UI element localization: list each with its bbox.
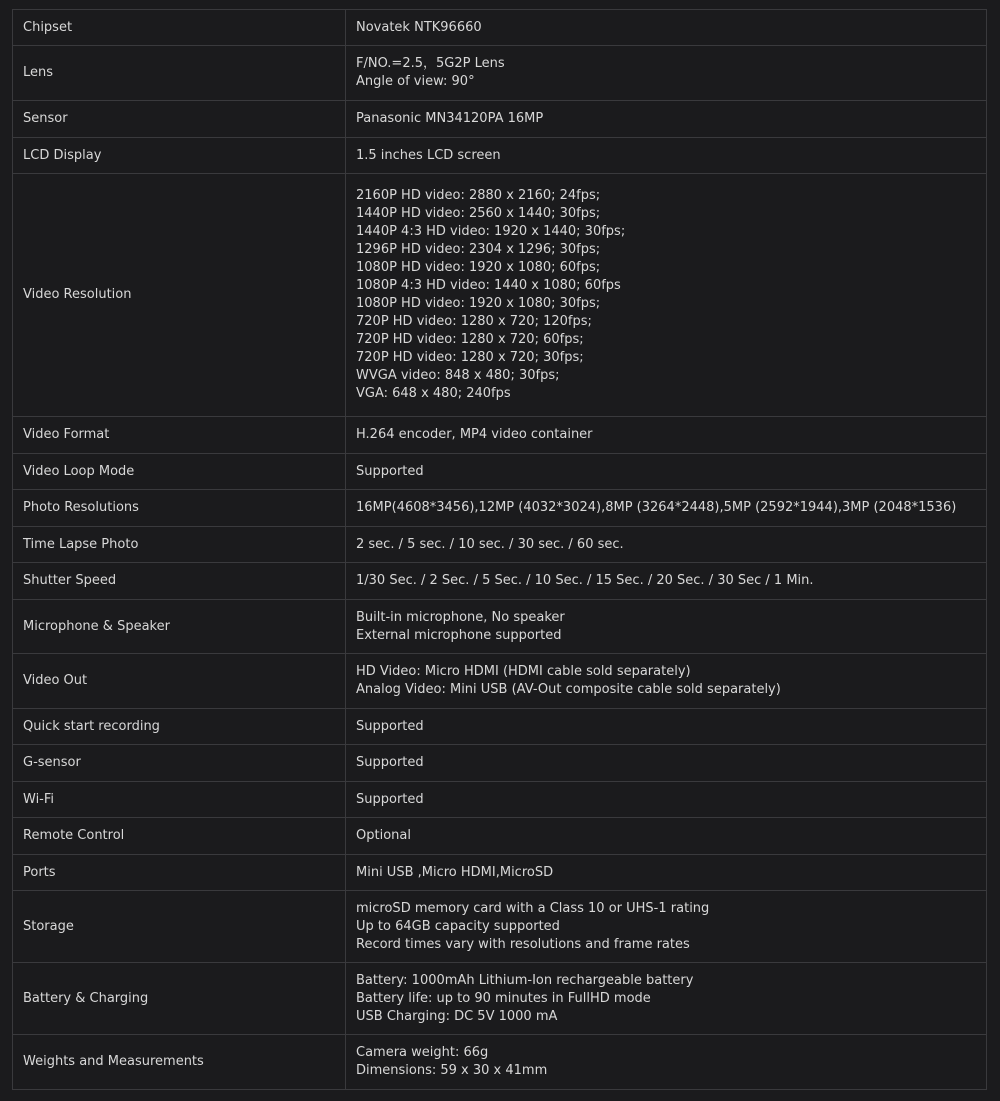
spec-value-line: 1080P HD video: 1920 x 1080; 30fps; (356, 296, 601, 311)
spec-value (346, 654, 987, 709)
spec-value (346, 963, 987, 1035)
spec-label: Shutter Speed (13, 563, 346, 600)
spec-row (13, 891, 987, 963)
spec-label: Chipset (13, 10, 346, 46)
spec-row (13, 782, 987, 818)
spec-label: Lens (13, 46, 346, 101)
spec-value-line: 16MP(4608*3456),12MP (4032*3024),8MP (3264*2448),5MP (2592*1944),3MP (2048*1536) (356, 500, 957, 515)
spec-value-line: WVGA video: 848 x 480; 30fps; (356, 368, 560, 383)
spec-value-line: 1440P 4:3 HD video: 1920 x 1440; 30fps; (356, 224, 626, 239)
spec-value-line: 1/30 Sec. / 2 Sec. / 5 Sec. / 10 Sec. / 15 Sec. / 20 Sec. / 30 Sec / 1 Min. (356, 573, 814, 588)
spec-row (13, 1035, 987, 1090)
spec-row (13, 818, 987, 855)
spec-label: Ports (13, 855, 346, 891)
spec-value (346, 782, 987, 818)
spec-value (346, 490, 987, 527)
spec-value (346, 891, 987, 963)
spec-label: Battery & Charging (13, 963, 346, 1035)
spec-row (13, 10, 987, 46)
spec-label: Time Lapse Photo (13, 527, 346, 563)
spec-value-line: USB Charging: DC 5V 1000 mA (356, 1008, 558, 1024)
spec-value-line: Angle of view: 90° (356, 74, 475, 89)
spec-label: Sensor (13, 101, 346, 138)
spec-value-line: Battery: 1000mAh Lithium-Ion rechargeable battery (356, 972, 694, 988)
spec-label: Weights and Measurements (13, 1035, 346, 1090)
spec-row (13, 454, 987, 490)
spec-value-line: microSD memory card with a Class 10 or UHS-1 rating (356, 900, 710, 916)
spec-value-line: 1080P 4:3 HD video: 1440 x 1080; 60fps (356, 278, 621, 293)
spec-label: G-sensor (13, 745, 346, 782)
spec-row (13, 654, 987, 709)
spec-value-line: Optional (356, 828, 411, 843)
spec-value (346, 600, 987, 654)
spec-row (13, 527, 987, 563)
spec-row (13, 138, 987, 174)
spec-value-line: Mini USB ,Micro HDMI,MicroSD (356, 864, 554, 880)
spec-value (346, 454, 987, 490)
spec-label: Photo Resolutions (13, 490, 346, 527)
spec-row (13, 600, 987, 654)
spec-value-line: 720P HD video: 1280 x 720; 60fps; (356, 332, 584, 347)
spec-value (346, 174, 987, 417)
spec-value-line: Novatek NTK96660 (356, 19, 482, 35)
spec-row (13, 963, 987, 1035)
spec-row (13, 174, 987, 417)
spec-label: Remote Control (13, 818, 346, 855)
spec-label: Microphone & Speaker (13, 600, 346, 654)
spec-value-line: HD Video: Micro HDMI (HDMI cable sold separately) (356, 664, 691, 679)
spec-label: Storage (13, 891, 346, 963)
spec-value-line: Battery life: up to 90 minutes in FullHD mode (356, 990, 651, 1006)
spec-value-line: H.264 encoder, MP4 video container (356, 427, 593, 442)
spec-row (13, 855, 987, 891)
spec-value (346, 745, 987, 782)
spec-value-line: Built-in microphone, No speaker (356, 609, 565, 625)
spec-label: LCD Display (13, 138, 346, 174)
spec-row (13, 46, 987, 101)
spec-row (13, 709, 987, 745)
spec-value (346, 563, 987, 600)
spec-row (13, 563, 987, 600)
spec-value-line: External microphone supported (356, 627, 562, 643)
spec-value (346, 527, 987, 563)
spec-value (346, 818, 987, 855)
spec-value-line: VGA: 648 x 480; 240fps (356, 386, 511, 401)
spec-value-line: 720P HD video: 1280 x 720; 30fps; (356, 350, 584, 365)
spec-value (346, 101, 987, 138)
spec-label: Video Loop Mode (13, 454, 346, 490)
spec-value-line: Supported (356, 463, 424, 479)
spec-value-line: F/NO.=2.5，5G2P Lens (356, 56, 505, 71)
spec-table-body (13, 10, 987, 1090)
spec-value (346, 855, 987, 891)
spec-value (346, 709, 987, 745)
spec-value (346, 417, 987, 454)
spec-value-line: Supported (356, 791, 424, 807)
spec-value-line: Supported (356, 718, 424, 734)
spec-value-line: Analog Video: Mini USB (AV-Out composite cable sold separately) (356, 682, 781, 697)
spec-value-line: Up to 64GB capacity supported (356, 918, 560, 934)
spec-label: Wi-Fi (13, 782, 346, 818)
spec-value-line: Panasonic MN34120PA 16MP (356, 111, 544, 126)
spec-value-line: 1.5 inches LCD screen (356, 147, 501, 163)
spec-value-line: Supported (356, 755, 424, 770)
spec-label: Video Resolution (13, 174, 346, 417)
spec-value-line: Record times vary with resolutions and frame rates (356, 936, 690, 952)
spec-label: Quick start recording (13, 709, 346, 745)
spec-value (346, 1035, 987, 1090)
spec-row (13, 101, 987, 138)
spec-row (13, 745, 987, 782)
spec-row (13, 490, 987, 527)
spec-value-line: 2 sec. / 5 sec. / 10 sec. / 30 sec. / 60 sec. (356, 536, 624, 552)
spec-label: Video Format (13, 417, 346, 454)
spec-value-line: Camera weight: 66g (356, 1045, 489, 1060)
spec-value-line: Dimensions: 59 x 30 x 41mm (356, 1063, 548, 1078)
spec-value-line: 1440P HD video: 2560 x 1440; 30fps; (356, 206, 601, 221)
spec-value-line: 1296P HD video: 2304 x 1296; 30fps; (356, 242, 601, 257)
spec-value (346, 10, 987, 46)
spec-value (346, 138, 987, 174)
spec-value-line: 2160P HD video: 2880 x 2160; 24fps; (356, 188, 601, 203)
spec-value-line: 720P HD video: 1280 x 720; 120fps; (356, 314, 592, 329)
spec-value (346, 46, 987, 101)
spec-value-line: 1080P HD video: 1920 x 1080; 60fps; (356, 260, 601, 275)
spec-table (12, 9, 987, 1090)
spec-row (13, 417, 987, 454)
spec-label: Video Out (13, 654, 346, 709)
